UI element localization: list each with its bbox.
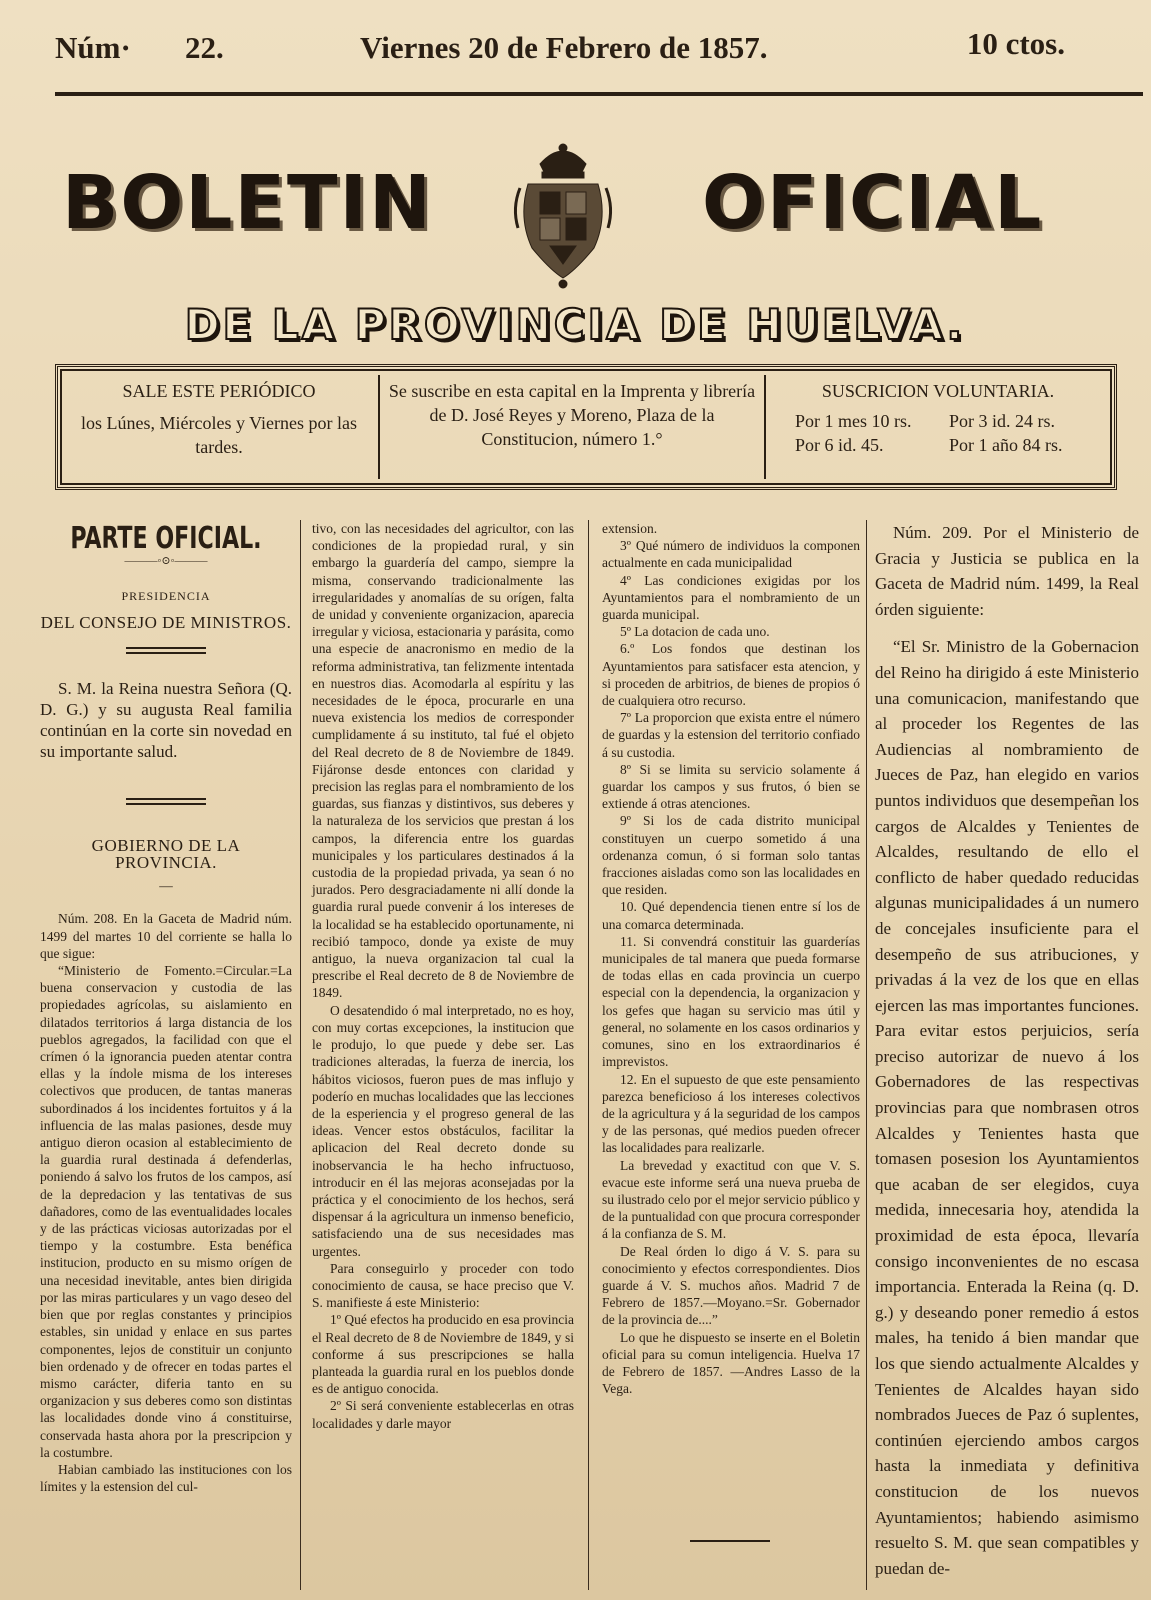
rates-grid xyxy=(773,409,1103,457)
article-paragraph: 9º Si los de cada distrito municipal constituyen un cuerpo sometido á una ordenanza comun, ó si forman solo tantas fracciones aisladas como son las localidades en que residen. xyxy=(602,813,860,898)
council-label: DEL CONSEJO DE MINISTROS. xyxy=(40,612,292,632)
short-rule: — xyxy=(159,878,173,894)
article-paragraph: O desatendido ó mal interpretado, no es hoy, con muy cortas excepciones, la institucion que le produjo, lo que puede y debe ser. Las tradiciones alteradas, la fuerza de inercia, los hábitos viciosos, fueron pues de mas influjo y poderío en muchas localidades que las lecciones de la esperiencia y el progreso general de las ideas. Vencer estos obstáculos, facilitar la aplicacion del Real decreto donde su inobservancia le ha hecho infructuoso, introducir en él las mejoras aconsejadas por la práctica y el conocimiento de los hechos, será dispensar á la agricultura un inmenso beneficio, satisfaciendo una de sus necesidades mas urgentes. xyxy=(312,1002,574,1259)
column-2 xyxy=(312,520,574,1432)
article-paragraph: Núm. 208. En la Gaceta de Madrid núm. 1499 del martes 10 del corriente se halla lo que sigue: xyxy=(40,911,292,961)
article-paragraph: De Real órden lo digo á V. S. para su conocimiento y efectos correspondientes. Dios guarde á V. S. muchos años. Madrid 7 de Febrero de 1857.—Moyano.=Sr. Gobernador de la provincia de....” xyxy=(602,1243,860,1328)
article-paragraph: 4º Las condiciones exigidas por los Ayuntamientos para el nombramiento de un guarda municipal. xyxy=(602,572,860,623)
column-4 xyxy=(875,520,1139,1581)
rates-title: SUSCRICION VOLUNTARIA. xyxy=(821,381,1055,401)
presidency-label: PRESIDENCIA xyxy=(121,589,211,604)
masthead-line xyxy=(55,24,1065,72)
end-ornament xyxy=(690,1540,770,1548)
article-paragraph: 2º Si será conveniente establecerlas en otras localidades y darle mayor xyxy=(312,1398,574,1431)
article-paragraph: “Ministerio de Fomento.=Circular.=La buena conservacion y custodia de las propiedades agrícolas, su aislamiento en dilatados territorios á larga distancia de los pueblos agregados, la facilidad con que el crímen ó la ignorancia pueden atentar contra ellas y la índole misma de los intereses colectivos que producen, de tantas maneras subordinados á los incidentes fortuitos y á la influencia de las malas pasiones, desde muy antiguo dieron ocasion al establecimiento de la guardia rural destinada á defenderlas, poniendo á salvo los frutos de los campos, así de la depredacion y las tentativas de sus dañadores, como de las eventualidades locales y de las prácticas viciosas autorizadas por el tiempo y la costumbre. Esta benéfica institucion, producto en su mismo orígen de una necesidad inevitable, antes bien dirigida por las miras particulares y un vago deseo del bien que por reglas constantes y principios estables, sin unidad y enlace en sus partes componentes, lejos de constituir un conjunto bien ordenado y de ofrecer en todas partes el mismo carácter, diferia tanto en su organizacion y sus deberes como son distintas las localidades donde vino á constituirse, conservada hasta ahora por la prescripcion y la costumbre. xyxy=(40,963,292,1460)
issue-price: 10 ctos. xyxy=(966,26,1065,61)
column-1 xyxy=(40,520,292,1495)
schedule-title: SALE ESTE PERIÓDICO xyxy=(122,381,316,401)
column-3 xyxy=(602,520,860,1397)
article-paragraph: 5º La dotacion de cada uno. xyxy=(620,624,770,640)
schedule-body: los Lúnes, Miércoles y Viernes por las tardes. xyxy=(80,413,358,457)
title-subtitle: DE LA PROVINCIA DE HUELVA. xyxy=(184,300,966,349)
article-paragraph: La brevedad y exactitud con que V. S. evacue este informe será una nueva prueba de su ilustrado celo por el mejor servicio público y de la puntualidad con que procura corresponder á la confianza de S. M. xyxy=(602,1157,860,1242)
issue-date: Viernes 20 de Febrero de 1857. xyxy=(360,30,768,65)
article-paragraph: 8º Si se limita su servicio solamente á guardar los campos y sus frutos, ó bien se extiende á otras atenciones. xyxy=(602,761,860,812)
article-paragraph: 3º Qué número de individuos la componen actualmente en cada municipalidad xyxy=(602,538,860,571)
article-paragraph: Lo que he dispuesto se inserte en el Boletin oficial para su comun inteligencia. Huelva 17 de Febrero de 1857. —Andres Lasso de la Vega. xyxy=(602,1329,860,1397)
subscription-location: Se suscribe en esta capital en la Imprenta y librería de D. José Reyes y Moreno, Plaza de la Constitucion, número 1.° xyxy=(388,381,756,449)
article-paragraph: Núm. 209. Por el Ministerio de Gracia y Justicia se publica en la Gaceta de Madrid núm. 1499, la Real órden siguiente: xyxy=(875,523,1139,619)
article-paragraph: 12. En el supuesto de que este pensamiento parezca beneficioso á los intereses colectivos de la agricultura y á la seguridad de los campos y de las personas, qué medios pueden ofrecer las localidades para realizarle. xyxy=(602,1071,860,1156)
article-paragraph: Habian cambiado las instituciones con los límites y la estension del cul- xyxy=(40,1461,292,1495)
rate-item: Por 1 año 84 rs. xyxy=(949,435,1063,455)
rate-item: Por 1 mes 10 rs. xyxy=(795,411,912,431)
article-paragraph: Para conseguirlo y proceder con todo conocimiento de causa, se hace preciso que V. S. manifieste á este Ministerio: xyxy=(312,1260,574,1311)
issue-number-label: Núm· xyxy=(55,30,131,65)
title-boletin: BOLETIN xyxy=(62,160,433,246)
subscription-box xyxy=(55,364,1117,490)
box-divider xyxy=(764,375,766,479)
article-paragraph: 10. Qué dependencia tienen entre sí los de una comarca determinada. xyxy=(602,899,860,932)
rate-item: Por 3 id. 24 rs. xyxy=(949,411,1056,431)
column-divider xyxy=(300,520,301,1590)
double-rule xyxy=(126,647,206,654)
box-divider xyxy=(378,375,380,479)
province-government-heading: GOBIERNO DE LA PROVINCIA. xyxy=(91,835,241,873)
article-paragraph: 7º La proporcion que exista entre el número de guardas y la estension del territorio confiado á su custodia. xyxy=(602,710,860,760)
royal-health-notice: S. M. la Reina nuestra Señora (Q. D. G.) y su augusta Real familia continúan en la corte sin novedad en su importante salud. xyxy=(40,678,292,761)
ornament: ———◦⊙◦——— xyxy=(124,555,208,568)
column-divider xyxy=(866,520,867,1590)
article-paragraph: extension. xyxy=(602,521,658,536)
article-paragraph: “El Sr. Ministro de la Gobernacion del Reino ha dirigido á este Ministerio una comunicacion, manifestando que al proceder los Regentes de las Audiencias al nombramiento de Jueces de Paz, han elegido en varios puntos individuos que desempeñan los cargos de Alcaldes y Tenientes de Alcaldes, resultando de ello el conflicto de haber quedado reducidas algunas municipalidades á un numero de concejales insuficiente para el desempeño de sus atribuciones, y privadas á la vez de los que en ellas ejercen las mas importantes funciones. Para evitar estos perjuicios, sería preciso autorizar de nuevo á los Gobernadores de las respectivas provincias para que nombrasen otros Alcaldes y Tenientes hasta que tomasen posesion los Ayuntamientos que acaban de ser elegidos, cuya medida, innecesaria hoy, atendida la proximidad de esta época, llevaría consigo inconvenientes de no escasa importancia. Enterada la Reina (q. D. g.) y deseando poner remedio á estos males, ha tenido á bien mandar que los que siendo actualmente Alcaldes y Tenientes de Alcaldes hayan sido nombrados Jueces de Paz ó suplentes, continúen ejerciendo ambos cargos hasta la inmediata y definitiva constitucion de los nuevos Ayuntamientos; habiendo asimismo resuelto S. M. que sean compatibles y puedan de- xyxy=(875,637,1139,1578)
article-paragraph: 1º Qué efectos ha producido en esa provincia el Real decreto de 8 de Noviembre de 1849, y si conforme á sus prescripciones se halla planteada la guardia rural en los pueblos donde es de antiguo conocida. xyxy=(312,1312,574,1397)
article-paragraph: 6.º Los fondos que destinan los Ayuntamientos para satisfacer esta atencion, y si proceden de arbitrios, de bienes de propios ó de cualquiera otro recurso. xyxy=(602,641,860,709)
title-oficial: OFICIAL xyxy=(702,160,1044,246)
issue-number: 22. xyxy=(185,30,224,65)
coat-of-arms-icon xyxy=(510,138,616,290)
article-paragraph: 11. Si convendrá constituir las guarderías municipales de tal manera que pueda formarse de todas ellas en cada provincia un cuerpo especial con la dependencia, la organizacion y los gefes que hagan su servicio mas útil y general, no solamente en los casos ordinarios y comunes, sino en los extraordinarios é imprevistos. xyxy=(602,933,860,1070)
double-rule xyxy=(126,798,206,805)
article-paragraph: tivo, con las necesidades del agricultor, con las condiciones de la propiedad rural, y sin embargo la guardería del campo, siempre la misma, conservando tradicionalmente las irregularidades y anomalías de su orígen, falta de unidad y conveniente organizacion, aparecia irregular y viciosa, estacionaria y parásita, como una especie de anacronismo en medio de la reforma administrativa, tan felizmente intentada en nuestros dias. Acomodarla al espíritu y las necesidades de le época, procurarle en una nueva existencia los medios de corresponder cumplidamente á su instituto, tal fué el objeto del Real decreto de 8 de Noviembre de 1849. Fijáronse desde entonces con claridad y precision las reglas para el nombramiento de los guardas, sus fianzas y distintivos, sus deberes y la naturaleza de los servicios que prestan á los campos, la diferencia entre los guardas municipales y los particulares destinados á la custodia de la propiedad privada, ya sean ó no jurados. Pero desgraciadamente ni allí donde la guardia rural puede convenir á los intereses de la localidad se ha establecido oportunamente, ni recibió tampoco, donde ya existe de muy antiguo, la nueva organizacion tal cual la prescribe el Real decreto de 8 de Noviembre de 1849. xyxy=(312,521,574,1001)
top-rule xyxy=(55,92,1143,96)
section-heading: PARTE OFICIAL. xyxy=(70,521,262,556)
column-divider xyxy=(588,520,589,1590)
subscription-rates xyxy=(773,379,1103,457)
rate-item: Por 6 id. 45. xyxy=(795,435,884,455)
publication-schedule xyxy=(64,379,374,459)
